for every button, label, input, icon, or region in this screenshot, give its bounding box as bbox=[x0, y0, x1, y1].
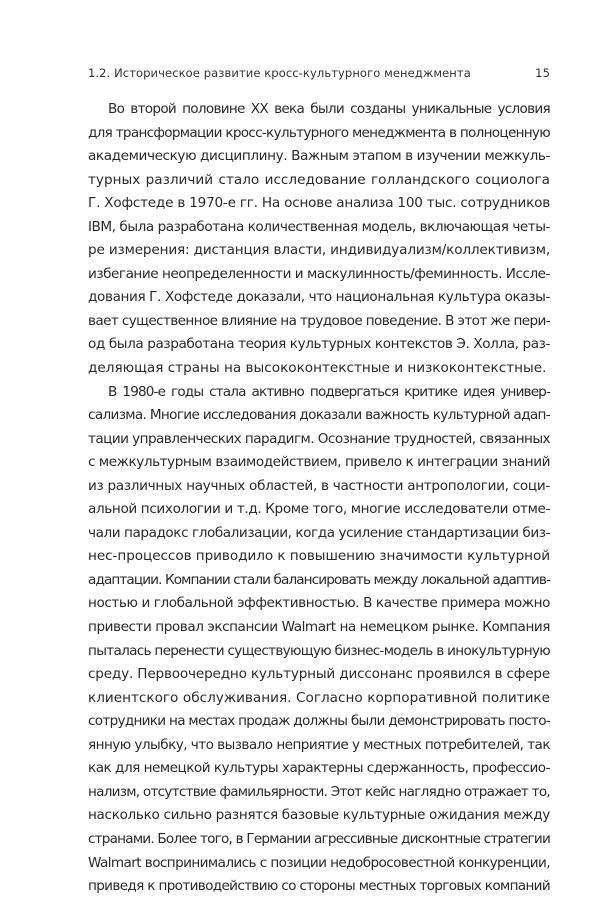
text-line: Во второй половине XX века были созданы уникальные условия bbox=[108, 101, 550, 117]
text-line: для трансформации кросс-культурного менеджмента в полноценную bbox=[88, 124, 550, 141]
text-line: В 1980-е годы стала активно подвергаться критике идея универ- bbox=[108, 383, 550, 400]
running-head bbox=[88, 66, 550, 82]
text-line: ностью и глобальной эффективностью. В качестве примера можно bbox=[88, 595, 550, 612]
text-line: сотрудники на местах продаж должны были демонстрировать посто- bbox=[88, 713, 550, 730]
text-line: нес-процессов приводило к повышению значимости культурной bbox=[88, 548, 551, 565]
paragraph-2 bbox=[88, 381, 550, 899]
text-line: приведя к противодействию со стороны местных торговых компаний bbox=[88, 878, 551, 895]
text-line: с межкультурным взаимодействием, привело к интеграции знаний bbox=[88, 454, 551, 471]
text-line: пыталась перенести существующую бизнес-модель в инокультурную bbox=[88, 642, 551, 659]
paragraph-1 bbox=[88, 98, 550, 381]
text-line: привести провал экспансии Walmart на немецком рынке. Компания bbox=[88, 619, 550, 636]
text-line: нализм, отсутствие фамильярности. Этот кейс наглядно отражает то, bbox=[88, 783, 550, 800]
text-line: из различных научных областей, в частности антропологии, соци- bbox=[88, 477, 550, 494]
text-line: альной психологии и т.д. Кроме того, многие исследователи отме- bbox=[88, 501, 550, 518]
text-line: избегание неопределенности и маскулинность/феминность. Иссле- bbox=[88, 265, 550, 282]
text-line: вает существенное влияние на трудовое поведение. В этот же пери- bbox=[88, 312, 550, 329]
text-line: дования Г. Хофстеде доказали, что национальная культура оказы- bbox=[88, 289, 550, 306]
text-line: клиентского обслуживания. Согласно корпоративной политике bbox=[88, 689, 550, 706]
text-line: ре измерения: дистанция власти, индивидуализм/коллективизм, bbox=[88, 242, 551, 259]
running-head-title: 1.2. Историческое развитие кросс-культурного менеджмента bbox=[88, 66, 471, 80]
text-line: деляющая страны на высококонтекстные и низкоконтекстные. bbox=[88, 360, 547, 377]
body-text bbox=[88, 98, 550, 899]
text-line: турных различий стало исследование голландского социолога bbox=[88, 171, 550, 188]
text-line: Walmart воспринимались с позиции недобросовестной конкуренции, bbox=[88, 854, 551, 871]
page-number: 15 bbox=[535, 66, 550, 80]
text-line: насколько сильно разнятся базовые культурные ожидания между bbox=[88, 807, 550, 824]
text-line: янную улыбку, что вызвало неприятие у местных потребителей, так bbox=[88, 736, 550, 753]
text-line: как для немецкой культуры характерны сдержанность, профессио- bbox=[88, 760, 551, 777]
text-line: тации управленческих парадигм. Осознание трудностей, связанных bbox=[88, 430, 551, 447]
text-line: IBM, была разработана количественная модель, включающая четы- bbox=[88, 218, 550, 235]
text-line: адаптации. Компании стали балансировать между локальной адаптив- bbox=[88, 571, 551, 588]
text-line: Г. Хофстеде в 1970-е гг. На основе анализа 100 тыс. сотрудников bbox=[88, 195, 551, 212]
text-line: сализма. Многие исследования доказали важность культурной адап- bbox=[88, 407, 550, 424]
text-line: чали парадокс глобализации, когда усиление стандартизации биз- bbox=[88, 524, 550, 541]
text-line: среду. Первоочередно культурный диссонанс проявился в сфере bbox=[88, 666, 551, 683]
text-line: академическую дисциплину. Важным этапом в изучении межкуль- bbox=[88, 148, 550, 165]
text-line: странами. Более того, в Германии агрессивные дисконтные стратегии bbox=[88, 830, 550, 847]
text-line: од была разработана теория культурных контекстов Э. Холла, раз- bbox=[88, 336, 550, 353]
